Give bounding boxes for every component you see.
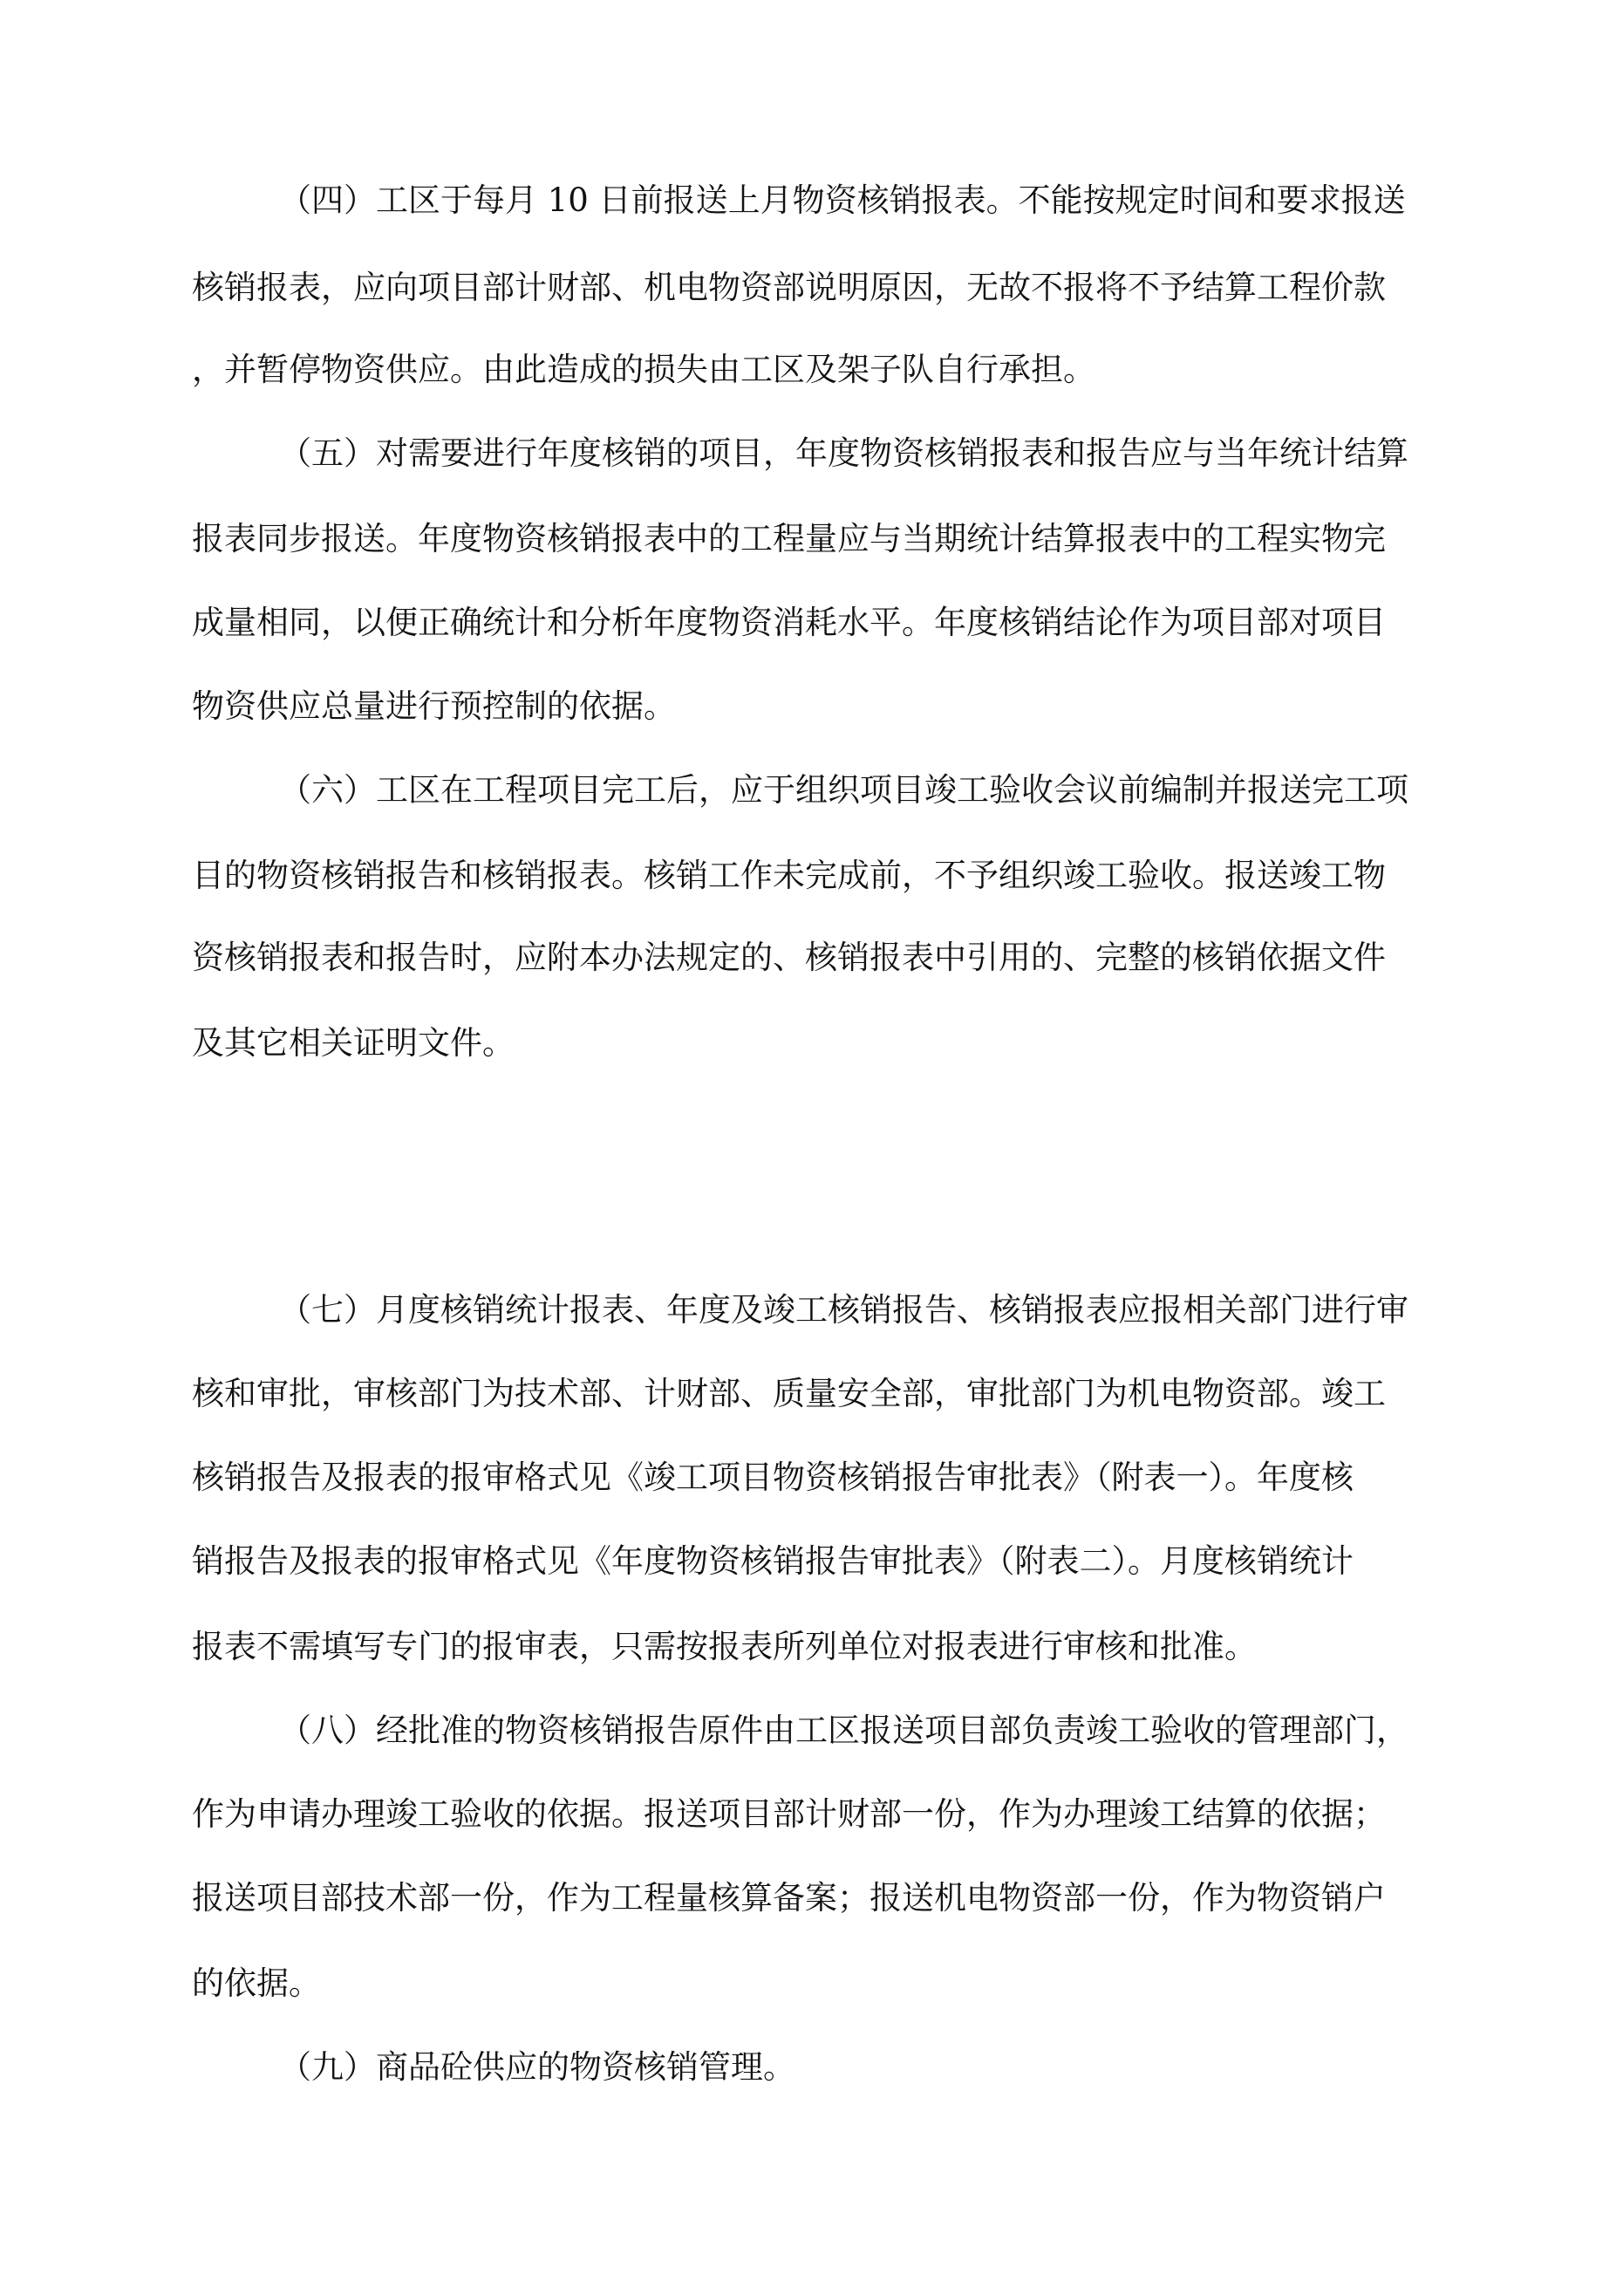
paragraph-4-line-2: 核销报表，应向项目部计财部、机电物资部说明原因，无故不报将不予结算工程价款	[192, 269, 1386, 306]
paragraph-5-line-1: （五）对需要进行年度核销的项目，年度物资核销报表和报告应与当年统计结算	[279, 434, 1408, 472]
paragraph-8-line-3: 报送项目部技术部一份，作为工程量核算备案；报送机电物资部一份，作为物资销户	[192, 1879, 1386, 1917]
paragraph-6-line-2: 目的物资核销报告和核销报表。核销工作未完成前，不予组织竣工验收。报送竣工物	[192, 857, 1386, 894]
paragraph-8-line-1: （八）经批准的物资核销报告原件由工区报送项目部负责竣工验收的管理部门，	[279, 1712, 1408, 1749]
paragraph-4-line-3: ，并暂停物资供应。由此造成的损失由工区及架子队自行承担。	[192, 351, 1095, 388]
paragraph-6-line-4: 及其它相关证明文件。	[192, 1024, 515, 1062]
paragraph-5-line-4: 物资供应总量进行预控制的依据。	[192, 687, 676, 725]
paragraph-7-line-4: 销报告及报表的报审格式见《年度物资核销报告审批表》（附表二）。月度核销统计	[192, 1542, 1354, 1580]
paragraph-6-line-1: （六）工区在工程项目完工后，应于组织项目竣工验收会议前编制并报送完工项	[279, 771, 1408, 809]
paragraph-9-line-1: （九）商品砼供应的物资核销管理。	[279, 2048, 795, 2086]
paragraph-4-line-1: （四）工区于每月 10 日前报送上月物资核销报表。不能按规定时间和要求报送	[279, 181, 1406, 219]
paragraph-7-line-3: 核销报告及报表的报审格式见《竣工项目物资核销报告审批表》（附表一）。年度核	[192, 1459, 1354, 1496]
paragraph-7-line-5: 报表不需填写专门的报审表，只需按报表所列单位对报表进行审核和批准。	[192, 1628, 1257, 1665]
paragraph-6-line-3: 资核销报表和报告时，应附本办法规定的、核销报表中引用的、完整的核销依据文件	[192, 939, 1386, 976]
paragraph-5-line-2: 报表同步报送。年度物资核销报表中的工程量应与当期统计结算报表中的工程实物完	[192, 520, 1386, 557]
paragraph-5-line-3: 成量相同，以便正确统计和分析年度物资消耗水平。年度核销结论作为项目部对项目	[192, 604, 1386, 641]
paragraph-7-line-1: （七）月度核销统计报表、年度及竣工核销报告、核销报表应报相关部门进行审	[279, 1291, 1408, 1329]
paragraph-7-line-2: 核和审批，审核部门为技术部、计财部、质量安全部，审批部门为机电物资部。竣工	[192, 1375, 1386, 1412]
paragraph-8-line-4: 的依据。	[192, 1965, 321, 2002]
paragraph-8-line-2: 作为申请办理竣工验收的依据。报送项目部计财部一份，作为办理竣工结算的依据；	[192, 1795, 1386, 1833]
